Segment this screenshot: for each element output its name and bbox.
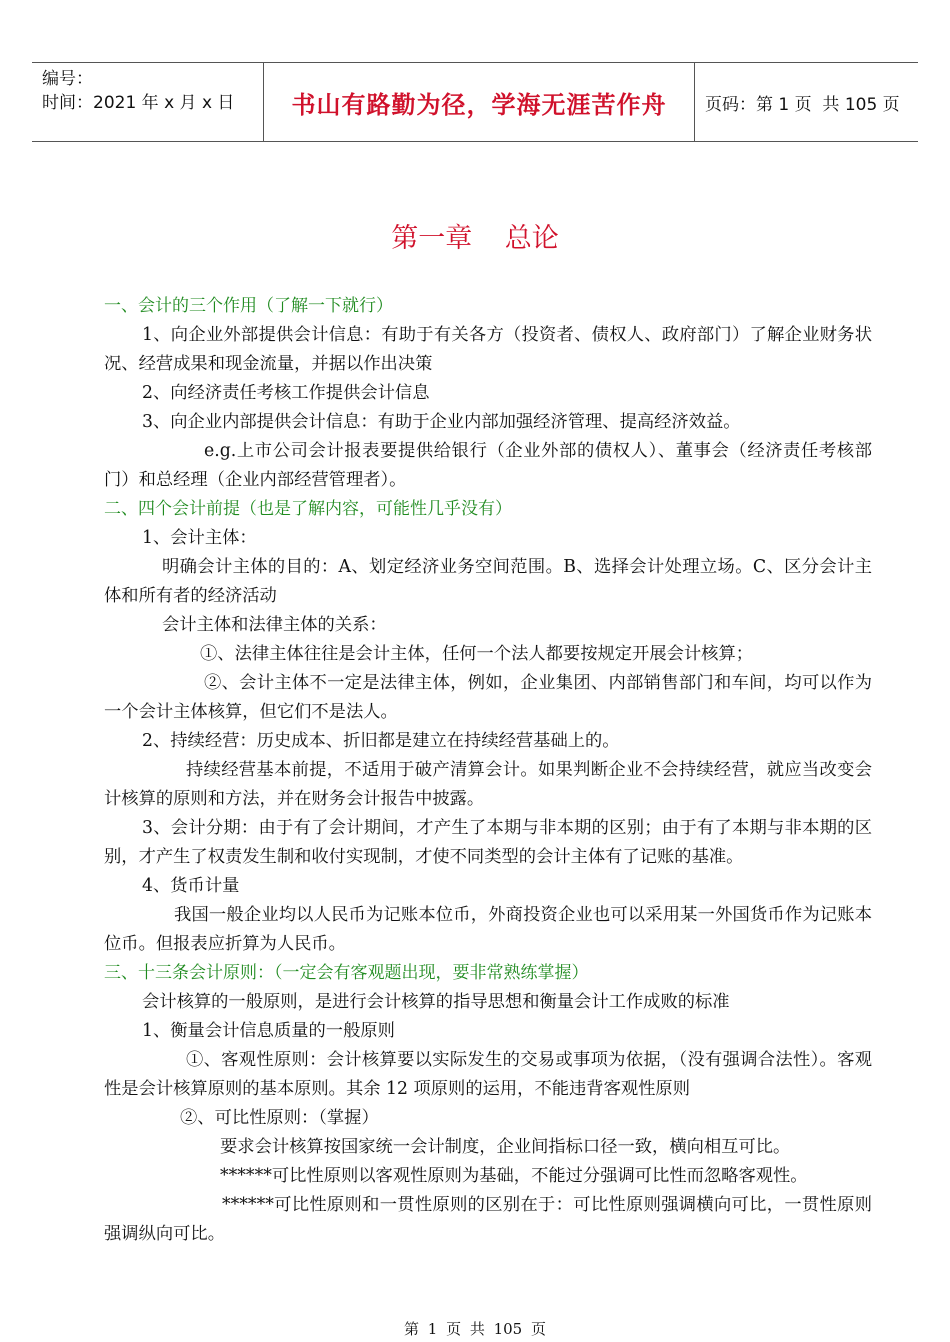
page-footer: 第 1 页 共 105 页 (403, 1320, 546, 1338)
body-paragraph: ******可比性原则以客观性原则为基础，不能过分强调可比性而忽略客观性。 (220, 1166, 808, 1186)
body-paragraph: 1、会计主体： (142, 528, 257, 548)
body-paragraph: 2、持续经营：历史成本、折旧都是建立在持续经营基础上的。 (142, 731, 620, 751)
page-info-text: 页码：第 1 页 共 105 页 (705, 94, 900, 115)
body-paragraph: 持续经营基本前提，不适用于破产清算会计。如果判断企业不会持续经营，就应当改变会计核算的原则和方法，并在财务会计报告中披露。 (104, 760, 872, 809)
header-table (32, 62, 918, 142)
body-paragraph: 我国一般企业均以人民币为记账本位币，外商投资企业也可以采用某一外国货币作为记账本位币。但报表应折算为人民币。 (104, 905, 872, 954)
header-meta (32, 63, 264, 141)
page-info (695, 63, 918, 141)
body-paragraph: 要求会计核算按国家统一会计制度，企业间指标口径一致，横向相互可比。 (220, 1137, 791, 1157)
body-paragraph: 会计核算的一般原则，是进行会计核算的指导思想和衡量会计工作成败的标准 (142, 992, 730, 1012)
section-heading: 二、四个会计前提（也是了解内容，可能性几乎没有） (104, 499, 512, 519)
document-body (104, 292, 872, 1249)
body-paragraph: ②、会计主体不一定是法律主体，例如，企业集团、内部销售部门和车间，均可以作为一个会计主体核算，但它们不是法人。 (104, 673, 872, 722)
body-paragraph: 1、向企业外部提供会计信息：有助于有关各方（投资者、债权人、政府部门）了解企业财务状况、经营成果和现金流量，并据以作出决策 (104, 325, 872, 374)
section-heading: 一、会计的三个作用（了解一下就行） (104, 296, 393, 316)
body-paragraph: 4、货币计量 (142, 876, 240, 896)
chapter-title: 第一章 总论 (391, 223, 559, 254)
body-paragraph: 3、会计分期：由于有了会计期间，才产生了本期与非本期的区别；由于有了本期与非本期的区别，才产生了权责发生制和收付实现制，才使不同类型的会计主体有了记账的基准。 (104, 818, 872, 867)
body-paragraph: ②、可比性原则：（掌握） (180, 1108, 379, 1128)
body-paragraph: 明确会计主体的目的：A、划定经济业务空间范围。B、选择会计处理立场。C、区分会计主体和所有者的经济活动 (104, 557, 872, 606)
body-paragraph: ①、法律主体往往是会计主体，任何一个法人都要按规定开展会计核算； (200, 644, 754, 664)
body-paragraph: 会计主体和法律主体的关系： (162, 615, 387, 635)
motto: 书山有路勤为径，学海无涯苦作舟 (264, 63, 695, 141)
body-paragraph: e.g.上市公司会计报表要提供给银行（企业外部的债权人）、董事会（经济责任考核部门）和总经理（企业内部经营管理者）。 (104, 441, 872, 490)
body-paragraph: ******可比性原则和一贯性原则的区别在于：可比性原则强调横向可比，一贯性原则强调纵向可比。 (104, 1195, 872, 1244)
number-label: 编号： (42, 69, 93, 89)
body-paragraph: ①、客观性原则：会计核算要以实际发生的交易或事项为依据，（没有强调合法性）。客观性是会计核算原则的基本原则。其余 12 项原则的运用，不能违背客观性原则 (104, 1050, 872, 1099)
section-heading: 三、十三条会计原则：（一定会有客观题出现，要非常熟练掌握） (104, 963, 589, 983)
body-paragraph: 3、向企业内部提供会计信息：有助于企业内部加强经济管理、提高经济效益。 (142, 412, 741, 432)
body-paragraph: 2、向经济责任考核工作提供会计信息 (142, 383, 430, 403)
time-label: 时间：2021 年 x 月 x 日 (42, 93, 235, 113)
body-paragraph: 1、衡量会计信息质量的一般原则 (142, 1021, 395, 1041)
